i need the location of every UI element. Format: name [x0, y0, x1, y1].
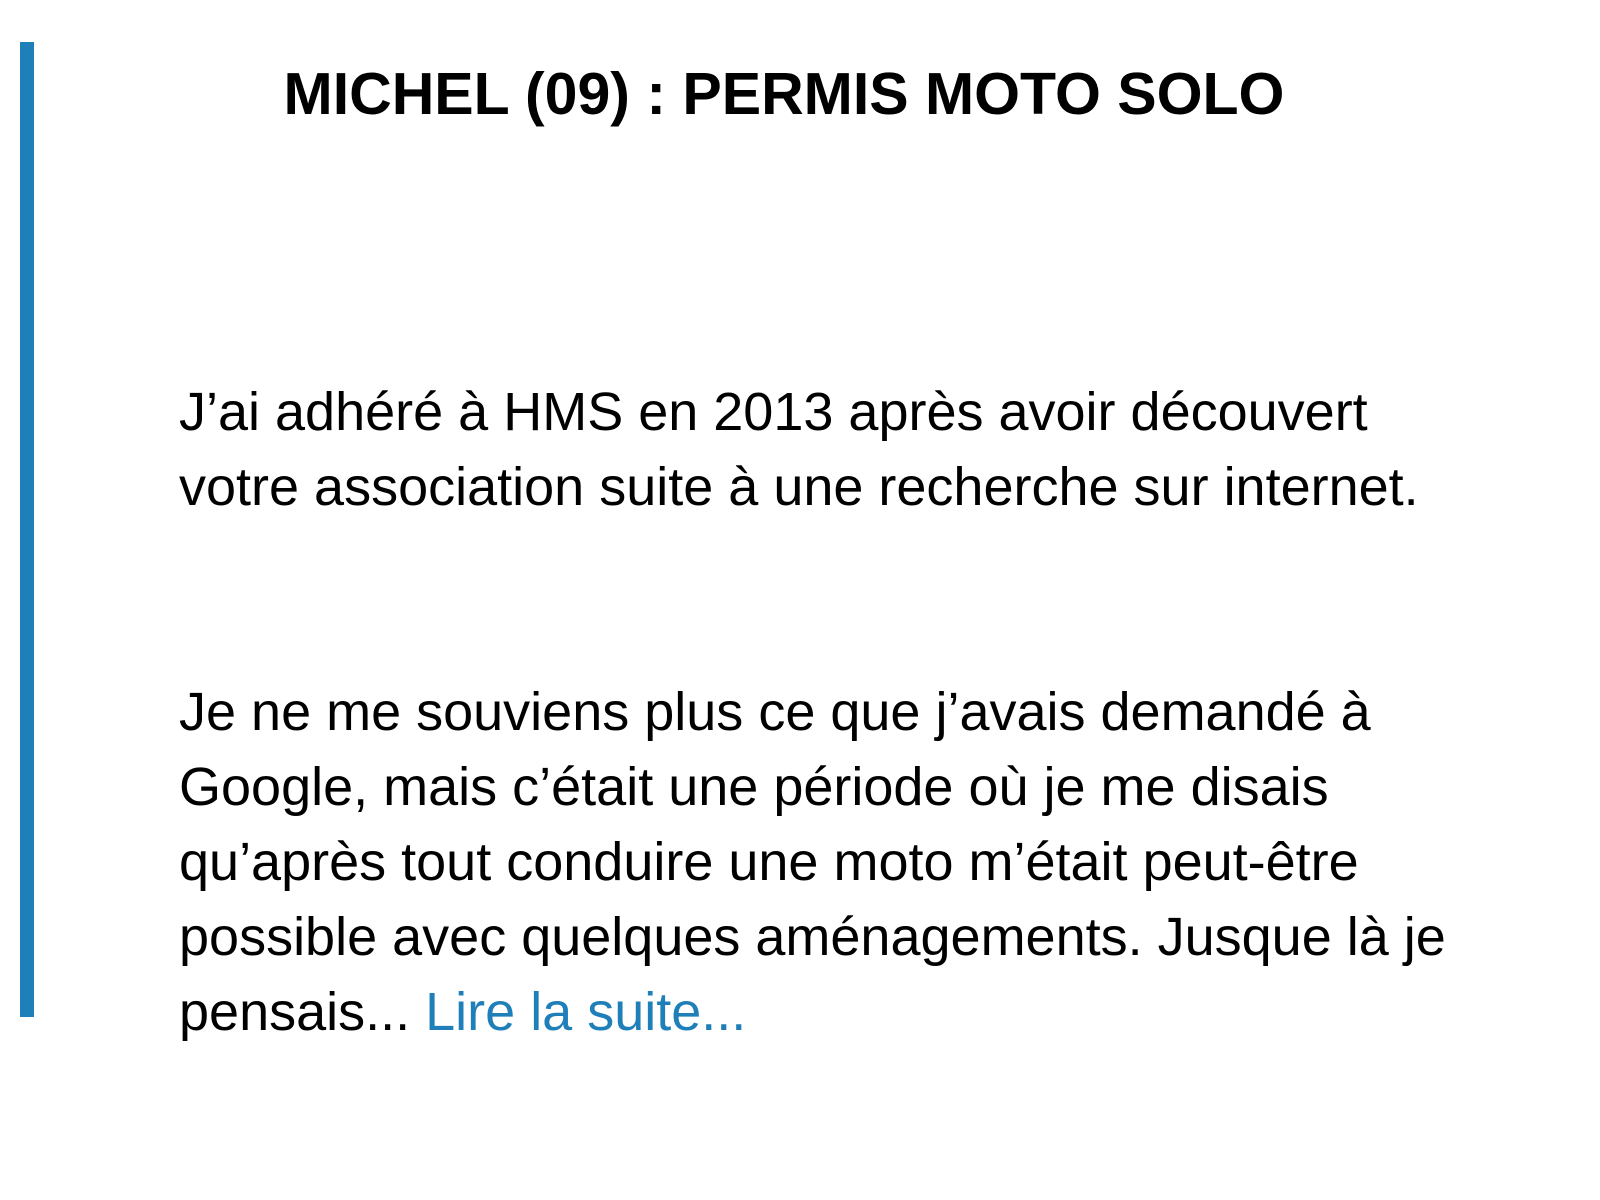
page-title: MICHEL (09) : PERMIS MOTO SOLO [283, 61, 1285, 127]
paragraph-2 [179, 675, 1499, 1050]
accent-bar [20, 42, 34, 1017]
testimonial-body [179, 225, 1499, 1200]
paragraph-1: J’ai adhéré à HMS en 2013 après avoir découvert votre association suite à une recherche sur internet. [179, 382, 1419, 517]
paragraph-2-text: Je ne me souviens plus ce que j’avais demandé à Google, mais c’était une période où je me disais qu’après tout conduire une moto m’était peut-être possible avec quelques aménagements. Jusque là je pensais... [179, 682, 1461, 1042]
read-more-link[interactable]: Lire la suite... [425, 982, 747, 1042]
slide-content [34, 0, 1600, 1100]
